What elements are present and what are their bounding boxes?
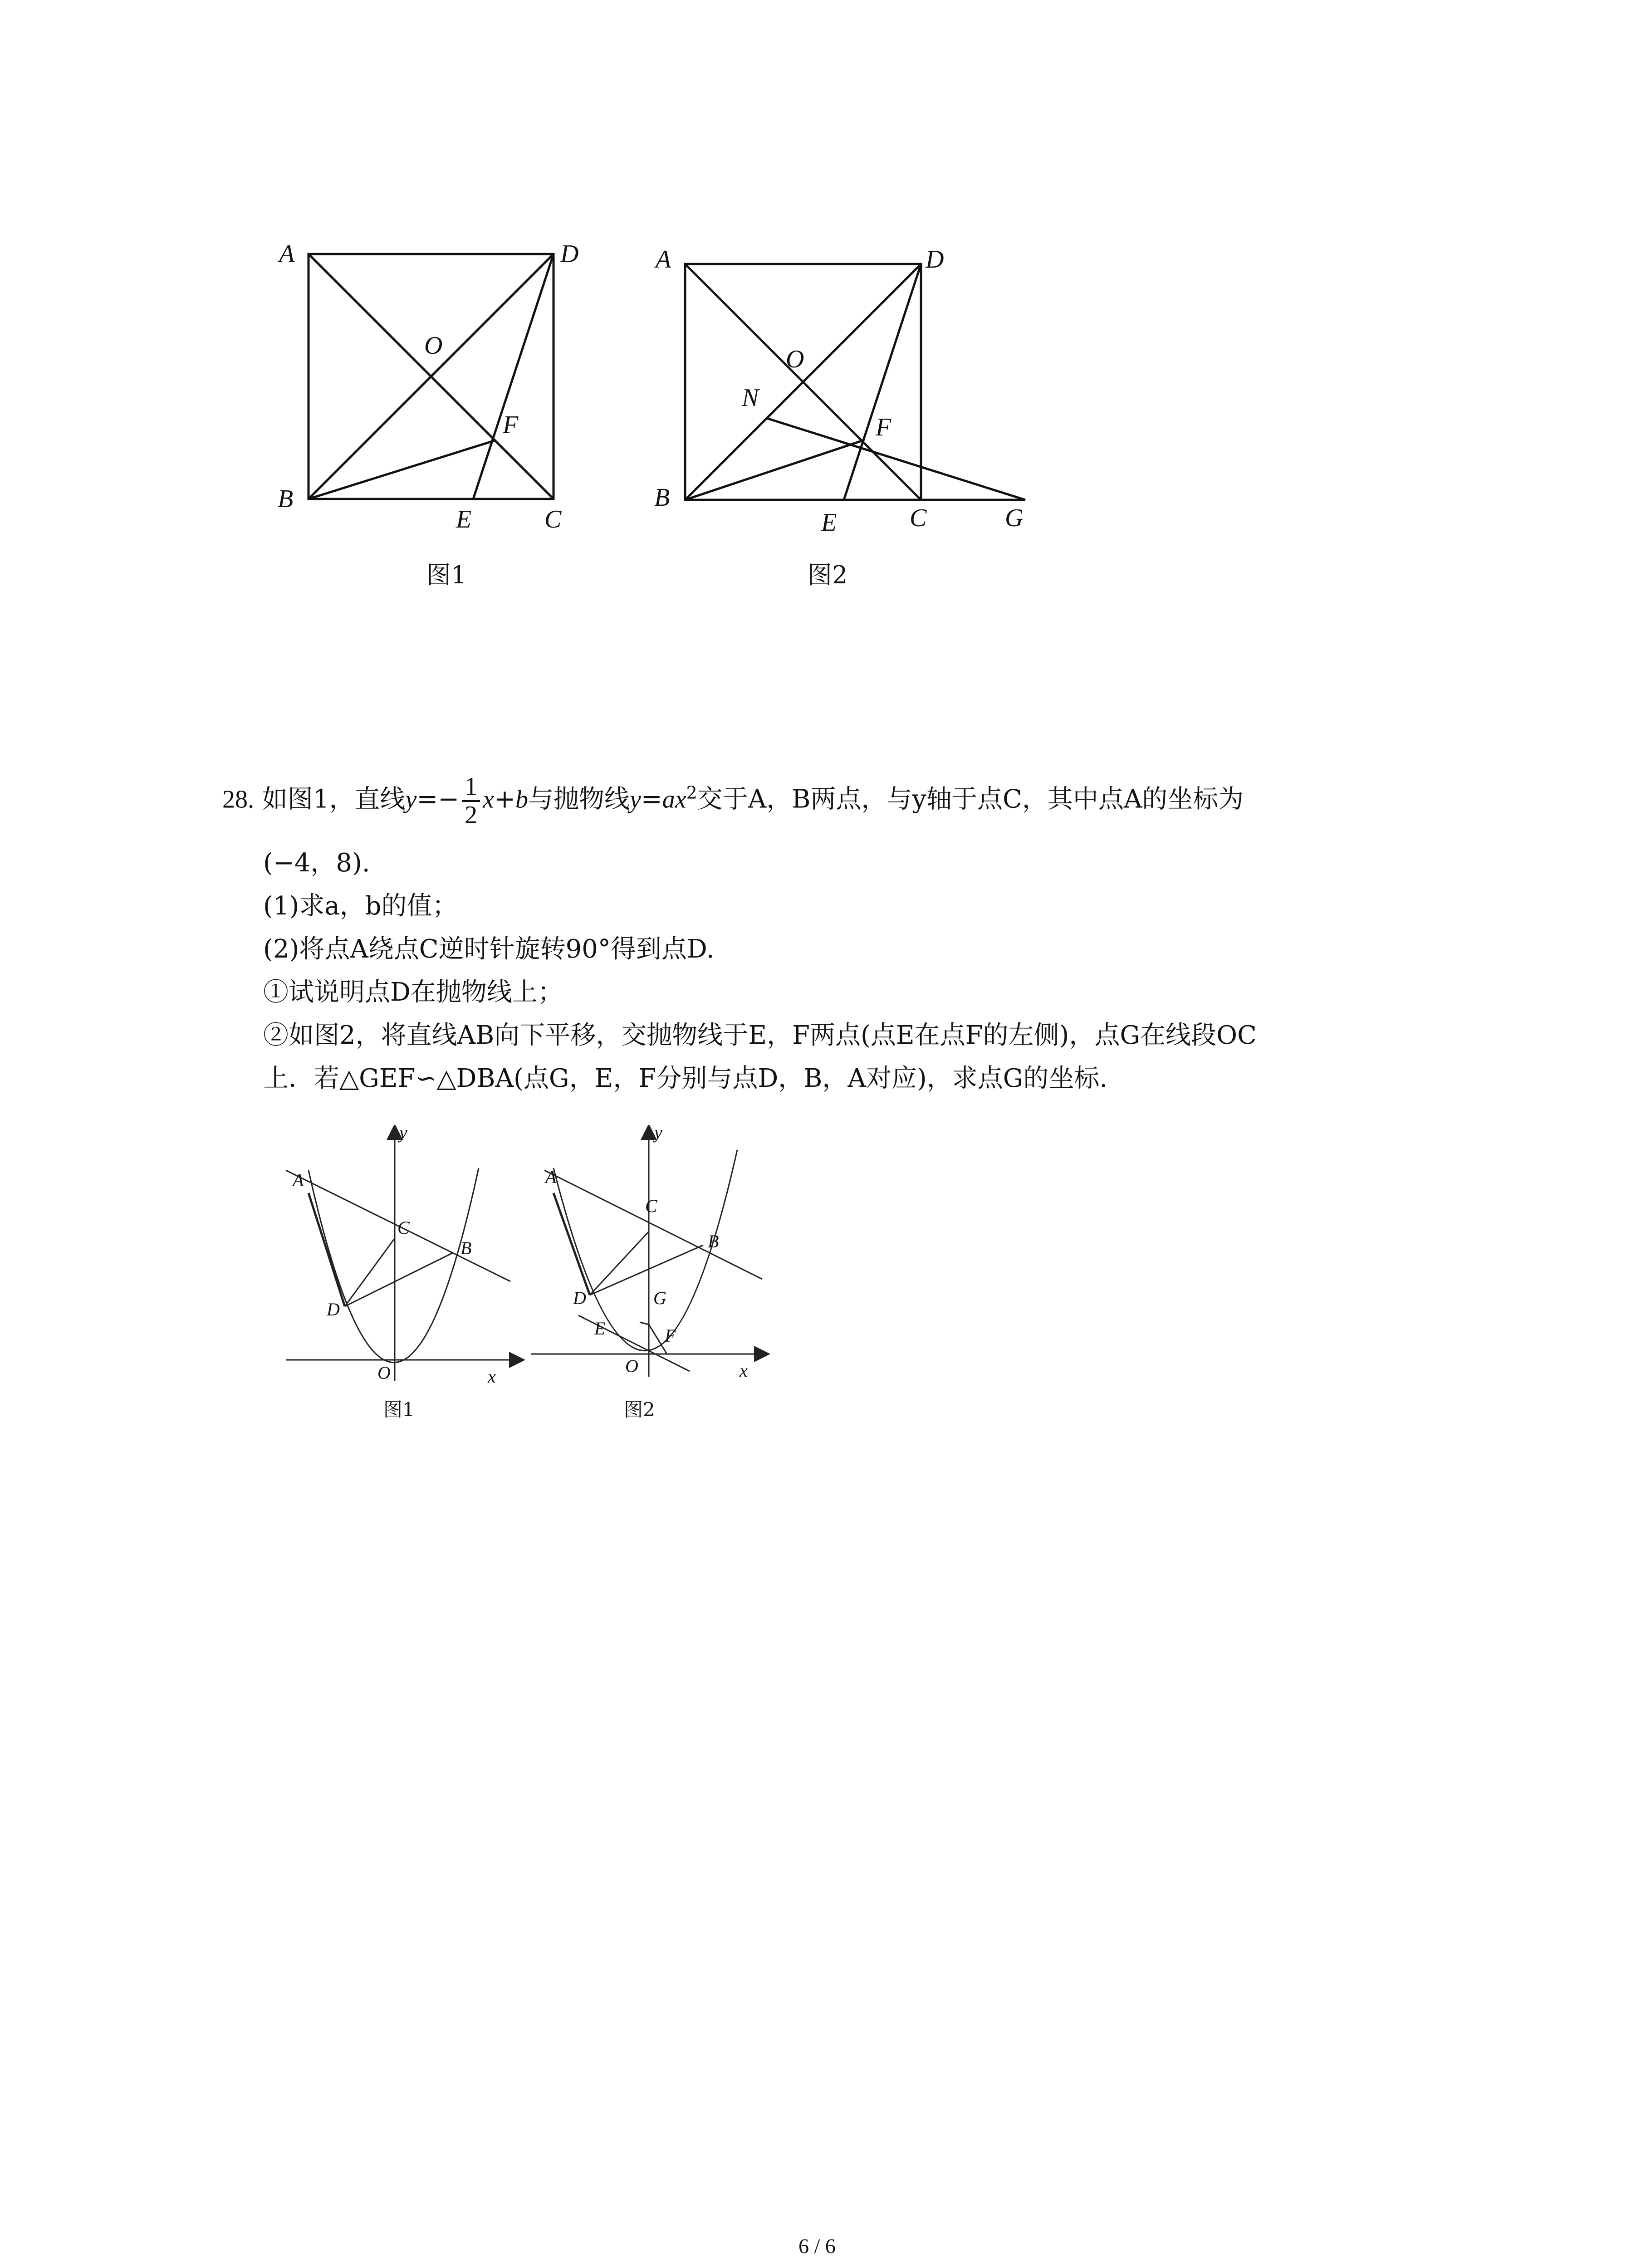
label-o-p1: O xyxy=(377,1363,391,1383)
label-o-2: O xyxy=(786,345,804,373)
label-y-p1: y xyxy=(399,1125,407,1143)
fraction-one-half: $\frac{1}{2}$ xyxy=(462,773,480,829)
label-e-2: E xyxy=(821,508,837,537)
caption-square-1: 图1 xyxy=(426,561,467,589)
label-e-p2: E xyxy=(594,1318,606,1339)
segment-dc-2 xyxy=(590,1232,649,1295)
label-c-2: C xyxy=(910,504,927,532)
label-x-p1: x xyxy=(488,1366,496,1387)
label-c-1: C xyxy=(544,505,562,533)
question-number: 28. xyxy=(222,785,254,814)
label-g-p2: G xyxy=(653,1288,666,1308)
label-d-p1: D xyxy=(327,1299,340,1320)
parabola-curve-1 xyxy=(309,1168,479,1363)
label-c-p2: C xyxy=(645,1196,657,1216)
label-b-2: B xyxy=(654,484,670,512)
label-y-p2: y xyxy=(654,1125,662,1143)
square-figure-1 xyxy=(254,227,617,544)
segment-db-1 xyxy=(345,1253,453,1306)
parabola-figure-2 xyxy=(526,1125,780,1397)
line-ab-2 xyxy=(544,1170,762,1279)
label-b-p2: B xyxy=(708,1231,719,1251)
question-line-1: 28. 如图1，直线y=− $\frac{1}{2}$ x+b与抛物线$y=ax^2$交于A，B两点，与y轴于点C，其中点A的坐标为 xyxy=(222,772,1244,829)
label-o-1: O xyxy=(424,332,443,360)
label-d-2: D xyxy=(926,245,944,274)
caption-parabola-2: 图2 xyxy=(624,1398,655,1421)
question-line-5: ①试说明点D在抛物线上； xyxy=(263,978,563,1007)
label-o-p2: O xyxy=(625,1356,638,1376)
label-a-1: A xyxy=(279,240,295,268)
label-f-2: F xyxy=(876,413,892,441)
question-line-4: (2)将点A绕点C逆时针旋转90°得到点D. xyxy=(263,934,715,964)
question-line-7: 上．若△GEF∽△DBA(点G，E，F分别与点D，B，A对应)，求点G的坐标. xyxy=(263,1064,1108,1093)
segment-ad-2 xyxy=(554,1193,590,1295)
question-line-3: (1)求a，b的值； xyxy=(263,891,458,921)
segment-de-1 xyxy=(473,254,554,499)
label-a-p2: A xyxy=(545,1167,557,1187)
label-n-2: N xyxy=(742,384,759,412)
label-c-p1: C xyxy=(397,1217,410,1238)
segment-bf-2 xyxy=(685,440,864,500)
segment-eg-2 xyxy=(640,1322,649,1325)
question-line-2: (−4，8). xyxy=(263,848,370,878)
segment-ad-1 xyxy=(309,1193,345,1306)
label-x-p2: x xyxy=(740,1360,748,1381)
label-f-p2: F xyxy=(665,1325,676,1346)
label-b-1: B xyxy=(278,485,294,513)
segment-db-2 xyxy=(590,1245,703,1295)
label-a-2: A xyxy=(656,245,671,274)
caption-square-2: 图2 xyxy=(808,561,848,589)
page-number: 6 / 6 xyxy=(798,2234,836,2258)
label-f-1: F xyxy=(503,411,519,439)
label-d-p2: D xyxy=(573,1288,586,1308)
label-e-1: E xyxy=(456,505,472,533)
label-d-1: D xyxy=(560,240,579,268)
label-b-p1: B xyxy=(460,1238,472,1258)
parabola-figure-1 xyxy=(281,1125,535,1397)
square-figure-2 xyxy=(631,236,1039,553)
question-line-6: ②如图2，将直线AB向下平移，交抛物线于E，F两点(点E在点F的左侧)，点G在线段OC xyxy=(263,1021,1257,1050)
caption-parabola-1: 图1 xyxy=(383,1398,415,1421)
segment-de-2 xyxy=(844,264,921,500)
label-a-p1: A xyxy=(293,1170,304,1190)
label-g-2: G xyxy=(1005,504,1024,532)
segment-dc-1 xyxy=(345,1238,395,1306)
